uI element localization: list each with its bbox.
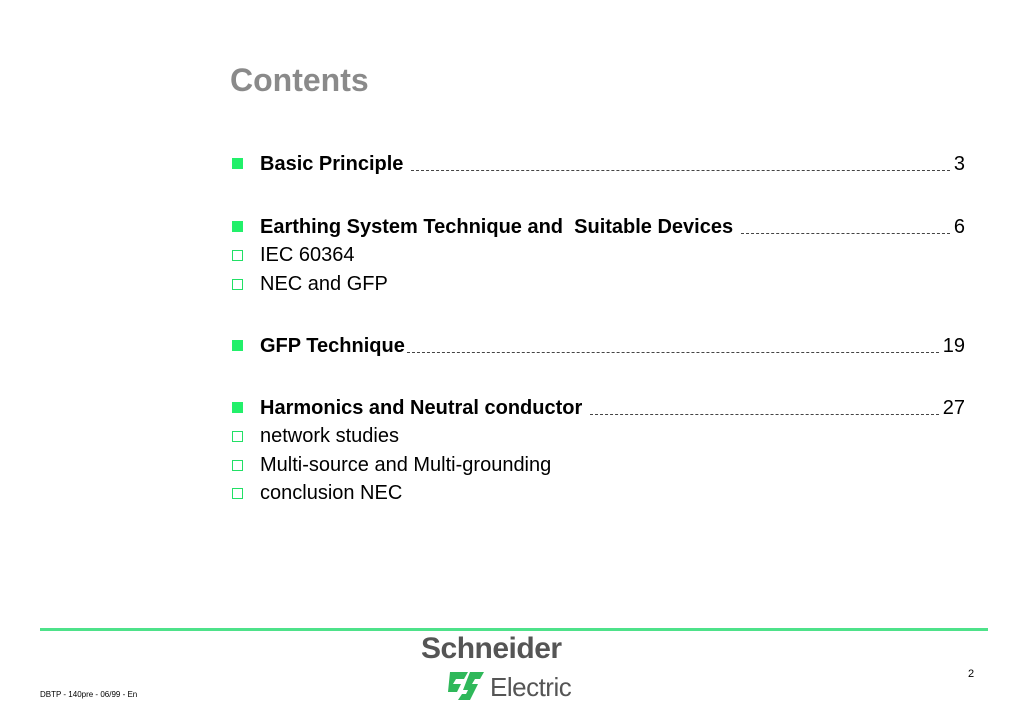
hollow-square-bullet-icon (232, 460, 243, 471)
logo-wordmark-line2: Electric (490, 672, 572, 702)
toc-entry-label: Basic Principle (260, 153, 404, 175)
logo-wordmark-line1: Schneider (421, 632, 562, 665)
toc-entry-page: 19 (942, 335, 965, 357)
toc-entry-page: 27 (942, 397, 965, 419)
hollow-square-bullet-icon (232, 431, 243, 442)
toc-entry-gfp-technique[interactable] (230, 333, 965, 359)
toc-entry-label: Earthing System Technique and Suitable Devices (260, 216, 734, 238)
toc-subentry-label: NEC and GFP (260, 273, 388, 295)
toc-subentry-nec-gfp (230, 271, 965, 297)
hollow-square-bullet-icon (232, 488, 243, 499)
toc-entry-page: 6 (953, 216, 965, 238)
toc-entry-earthing-system[interactable] (230, 214, 965, 240)
footer-divider (40, 628, 988, 631)
hollow-square-bullet-icon (232, 250, 243, 261)
toc-subentry-label: IEC 60364 (260, 244, 355, 266)
toc-subentry-multi-source (230, 452, 965, 478)
toc-entry-label: GFP Technique (260, 335, 405, 357)
filled-square-bullet-icon (232, 402, 243, 413)
slide-title: Contents (230, 62, 369, 98)
filled-square-bullet-icon (232, 221, 243, 232)
schneider-electric-logo (418, 632, 593, 706)
dashed-leader (741, 233, 950, 234)
toc-subentry-label: network studies (260, 425, 399, 447)
toc-subentry-iec (230, 242, 965, 268)
toc-subentry-label: Multi-source and Multi-grounding (260, 454, 552, 476)
toc-entry-basic-principle[interactable] (230, 151, 965, 177)
toc-entry-page: 3 (953, 153, 965, 175)
toc-subentry-network-studies (230, 423, 965, 449)
filled-square-bullet-icon (232, 340, 243, 351)
document-reference: DBTP - 140pre - 06/99 - En (40, 690, 138, 699)
slide-page-number: 2 (968, 668, 975, 680)
dashed-leader (407, 352, 939, 353)
schneider-logo-mark-icon (446, 668, 486, 704)
hollow-square-bullet-icon (232, 279, 243, 290)
filled-square-bullet-icon (232, 158, 243, 169)
toc-subentry-conclusion-nec (230, 480, 965, 506)
toc-subentry-label: conclusion NEC (260, 482, 403, 504)
toc-entry-label: Harmonics and Neutral conductor (260, 397, 583, 419)
dashed-leader (411, 170, 949, 171)
toc-entry-harmonics[interactable] (230, 395, 965, 421)
dashed-leader (590, 414, 938, 415)
